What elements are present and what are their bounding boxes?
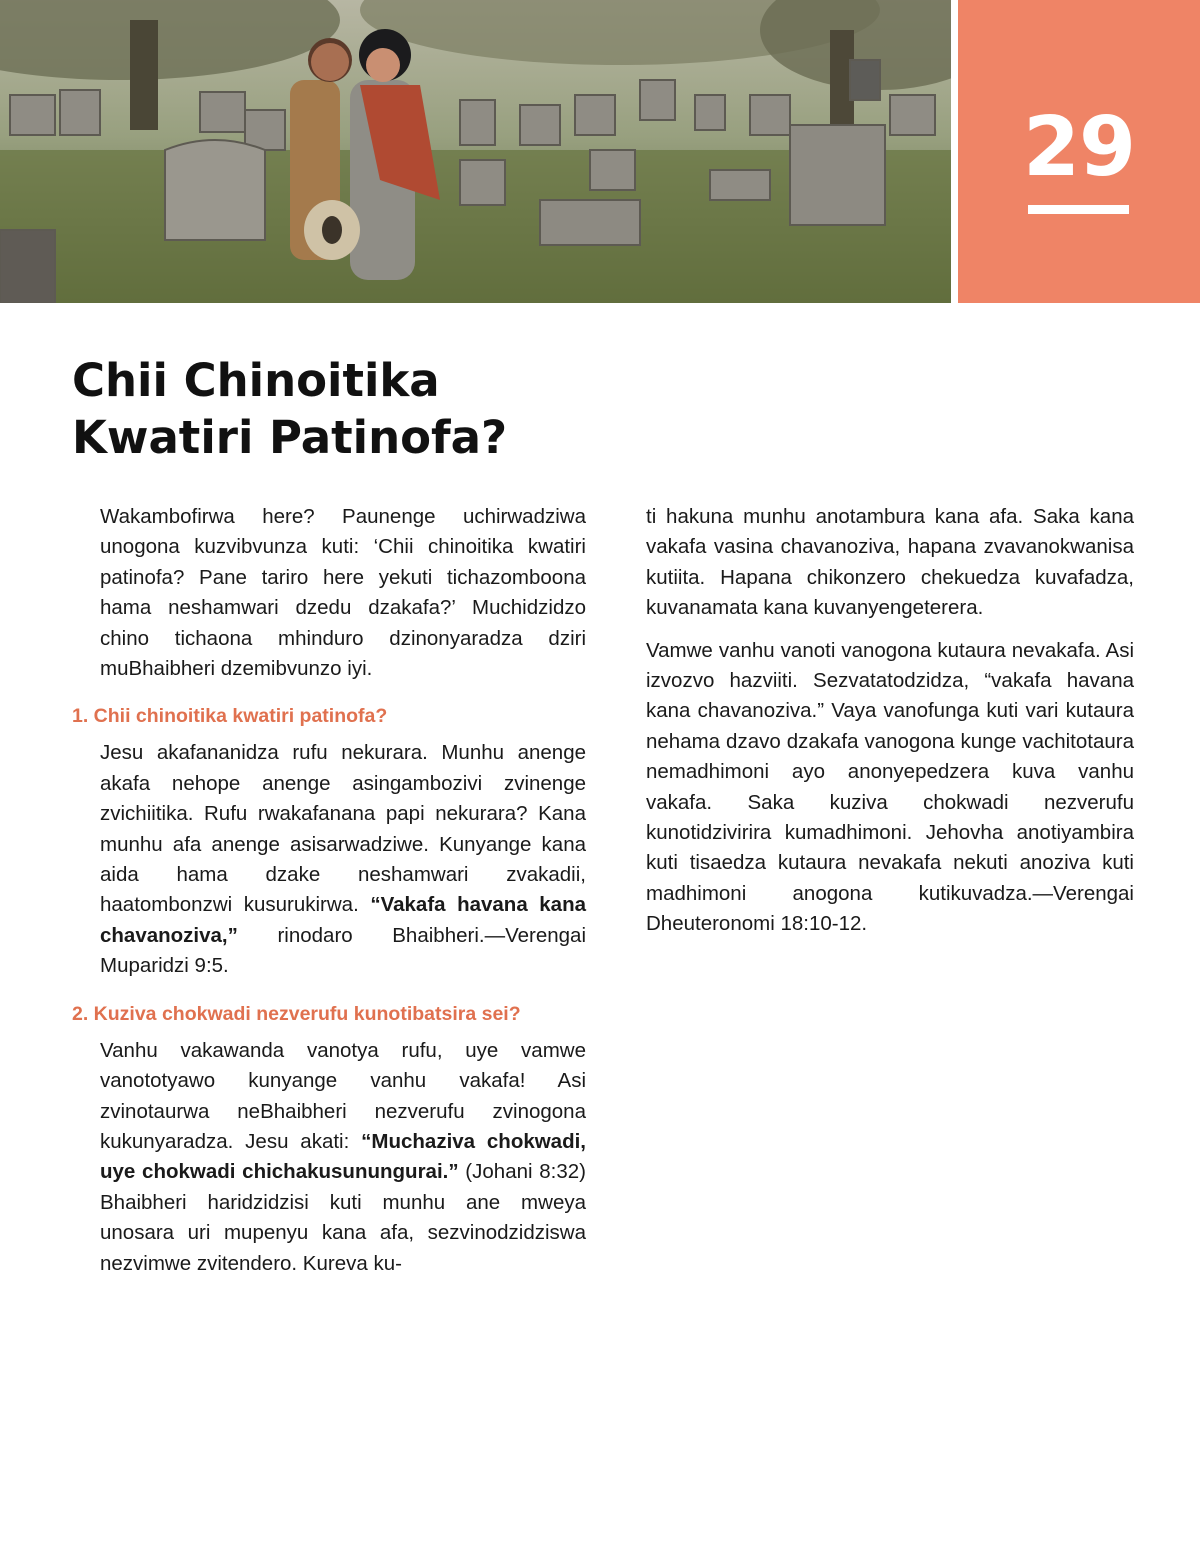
cemetery-illustration — [0, 0, 951, 303]
answer-2-text-b: (Johani 8:32) Bhaibheri haridzidzisi kuti munhu ane mweya unosara uri mupenyu kana afa, sezvinodzidziswa nezvimwe zvitendero. Kureva ku- — [100, 1160, 586, 1275]
answer-1-text-b: rinodaro Bhaibheri.—Verengai Muparidzi 9:5. — [100, 923, 586, 978]
answer-2-text-a: Vanhu vakawanda vanotya rufu, uye vamwe vanototyawo kunyange vanhu vakafa! Asi zvinotaurwa neBhaibheri nezverufu zvinogona kukunyaradza. Jesu akati: — [100, 1038, 586, 1153]
answer-2-paragraph — [100, 1036, 586, 1279]
question-1: 1. Chii chinoitika kwatiri patinofa? — [72, 705, 388, 728]
question-2: 2. Kuziva chokwadi nezverufu kunotibatsira sei? — [72, 1002, 521, 1025]
right-paragraph-1: ti hakuna munhu anotambura kana afa. Saka kana vakafa vasina chavanoziva, hapana zvavanokwanisa kutiita. Hapana chikonzero chekuedza kuvafadza, kuvanamata kana kuvanyengeterera. — [646, 505, 1134, 620]
lesson-number: 29 — [1022, 100, 1136, 195]
right-column — [646, 502, 1134, 952]
header-photo — [0, 0, 951, 303]
left-column — [72, 502, 587, 1291]
lesson-underline — [1028, 205, 1129, 214]
title-line-2: Kwatiri Patinofa? — [72, 411, 508, 464]
intro-paragraph: Wakambofirwa here? Paunenge uchirwadziwa unogona kuzvibvunza kuti: ‘Chii chinoitika kwatiri patinofa? Pane tariro here yekuti tichazomboona hama neshamwari dzedu dzakafa?’ Muchidzidzo chino tichaona mhinduro dzinonyaradza dziri muBhaibheri dzemibvunzo iyi. — [100, 505, 586, 681]
page-title — [72, 352, 772, 466]
answer-1-paragraph — [100, 738, 586, 981]
answer-1-text-a: Jesu akafananidza rufu nekurara. Munhu anenge akafa nehope anenge asingambozivi zvinenge zvichiitika. Rufu rwakafanana papi nekurara? Kana munhu afa anenge asisarwadziwe. Kunyange kana aida hama dzake neshamwari zvakadii, haatombonzwi kusurukirwa. — [100, 741, 586, 917]
right-paragraph-2: Vamwe vanhu vanoti vanogona kutaura nevakafa. Asi izvozvo hazviiti. Sezvatatodzidza, “vakafa havana kana chavanoziva.” Vaya vanofunga kuti vari kutaura nehama dzavo dzakafa vanogona kunge vachitotaura nemadhimoni ayo anonyepedzera kuva vanhu vakafa. Saka kuziva chokwadi nezverufu kunotidzivirira kumadhimoni. Jehovha anotiyambira kuti tisaedza kutaura nevakafa nekuti anoziva kuti madhimoni anogona kutikuvadza.—Verengai Dheuteronomi 18:10-12. — [646, 638, 1134, 936]
lesson-number-box — [958, 0, 1200, 303]
answer-2-scripture-quote: “Muchaziva chokwadi, uye chokwadi chichakusunungurai.” — [100, 1129, 587, 1184]
answer-1-scripture-quote: “Vakafa havana kana chavanoziva,” — [100, 893, 586, 947]
title-line-1: Chii Chinoitika — [72, 354, 440, 407]
